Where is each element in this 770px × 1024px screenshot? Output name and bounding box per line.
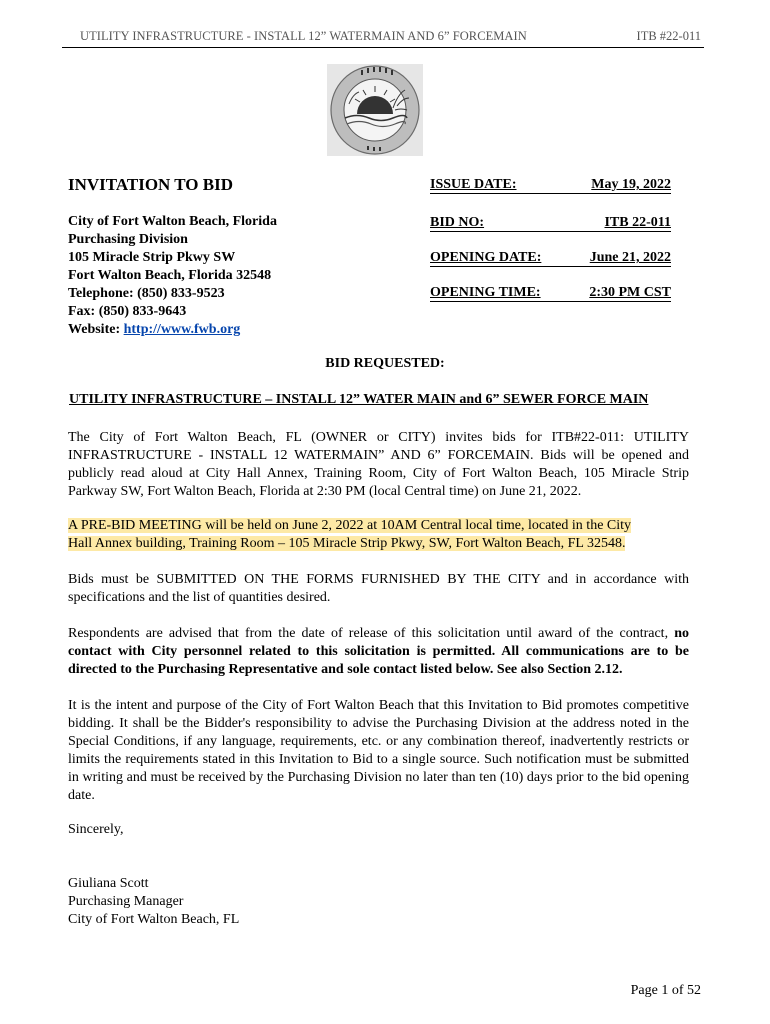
competitive-bidding-paragraph: It is the intent and purpose of the City of Fort Walton Beach that this Invitation to Bid promotes competitive bidding. It shall be the Bidder's responsibility to advise the Purchasing Division at the address noted in the Special Conditions, if any language, requirements, etc. or any combination thereof, inadvertently restricts or limits the requirements stated in this Invitation to Bid to a single source. Such notification must be submitted in writing and must be received by the Purchasing Division no later than ten (10) days prior to the bid opening date. xyxy=(68,698,689,803)
address-telephone: Telephone: (850) 833-9523 xyxy=(68,286,225,301)
closing-salutation: Sincerely, xyxy=(68,822,124,837)
submission-paragraph: Bids must be SUBMITTED ON THE FORMS FURNISHED BY THE CITY and in accordance with specifications and the list of quantities desired. xyxy=(68,572,689,605)
bid-number-underline xyxy=(430,231,671,232)
opening-date-label: OPENING DATE: xyxy=(430,250,542,265)
no-contact-paragraph xyxy=(68,625,689,679)
address-city: City of Fort Walton Beach, Florida xyxy=(68,214,277,229)
address-street: 105 Miracle Strip Pkwy SW xyxy=(68,250,236,265)
bid-requested-heading: BID REQUESTED: xyxy=(325,356,445,371)
issuer-address-block xyxy=(68,213,277,339)
pre-bid-meeting-notice xyxy=(68,517,689,553)
opening-time-underline xyxy=(430,301,671,302)
signature-block xyxy=(68,875,239,929)
address-fax: Fax: (850) 833-9643 xyxy=(68,304,187,319)
no-contact-bold: no contact with City personnel related to this solicitation is permitted. All communications are to be directed to the Purchasing Representative and sole contact listed below. See also Section 2.12. xyxy=(68,626,689,677)
website-link[interactable]: http://www.fwb.org xyxy=(123,322,241,337)
signatory-organization: City of Fort Walton Beach, FL xyxy=(68,912,240,927)
header-title: UTILITY INFRASTRUCTURE - INSTALL 12” WATERMAIN AND 6” FORCEMAIN xyxy=(80,29,527,43)
page-header xyxy=(62,29,704,48)
pre-bid-line-1: A PRE-BID MEETING will be held on June 2, 2022 at 10AM Central local time, located in the City xyxy=(68,518,632,533)
invitation-title: INVITATION TO BID xyxy=(68,175,234,194)
city-seal-icon xyxy=(327,64,423,156)
bid-project-title: UTILITY INFRASTRUCTURE – INSTALL 12” WATER MAIN and 6” SEWER FORCE MAIN xyxy=(69,392,649,407)
pre-bid-line-2: Hall Annex building, Training Room – 105 Miracle Strip Pkwy, SW, Fort Walton Beach, FL 32548. xyxy=(68,536,626,551)
website-label: Website: xyxy=(68,322,124,337)
opening-time-label: OPENING TIME: xyxy=(430,285,541,300)
bid-number-value: ITB 22-011 xyxy=(604,215,671,230)
address-city-zip: Fort Walton Beach, Florida 32548 xyxy=(68,268,272,283)
no-contact-intro: Respondents are advised that from the date of release of this solicitation until award of the contract, xyxy=(68,626,675,641)
signatory-title: Purchasing Manager xyxy=(68,894,184,909)
signatory-name: Giuliana Scott xyxy=(68,876,149,891)
address-division: Purchasing Division xyxy=(68,232,188,247)
issue-date-underline xyxy=(430,193,671,194)
issue-date-value: May 19, 2022 xyxy=(591,177,671,192)
bid-number-label: BID NO: xyxy=(430,215,485,230)
opening-date-underline xyxy=(430,266,671,267)
opening-date-value: June 21, 2022 xyxy=(589,250,671,265)
page-number: Page 1 of 52 xyxy=(630,983,701,998)
intro-paragraph: The City of Fort Walton Beach, FL (OWNER or CITY) invites bids for ITB#22-011: UTILITY INFRASTRUCTURE - INSTALL 12 WATERMAIN” AND 6” FORCEMAIN. Bids will be opened and publicly read aloud at City Hall Annex, Training Room, City of Fort Walton Beach, 105 Miracle Strip Parkway SW, Fort Walton Beach, Florida at 2:30 PM (local Central time) on June 21, 2022. xyxy=(68,430,689,499)
opening-time-value: 2:30 PM CST xyxy=(589,285,671,300)
issue-date-label: ISSUE DATE: xyxy=(430,177,517,192)
address-website xyxy=(68,321,277,339)
header-itb-number: ITB #22-011 xyxy=(636,29,701,43)
